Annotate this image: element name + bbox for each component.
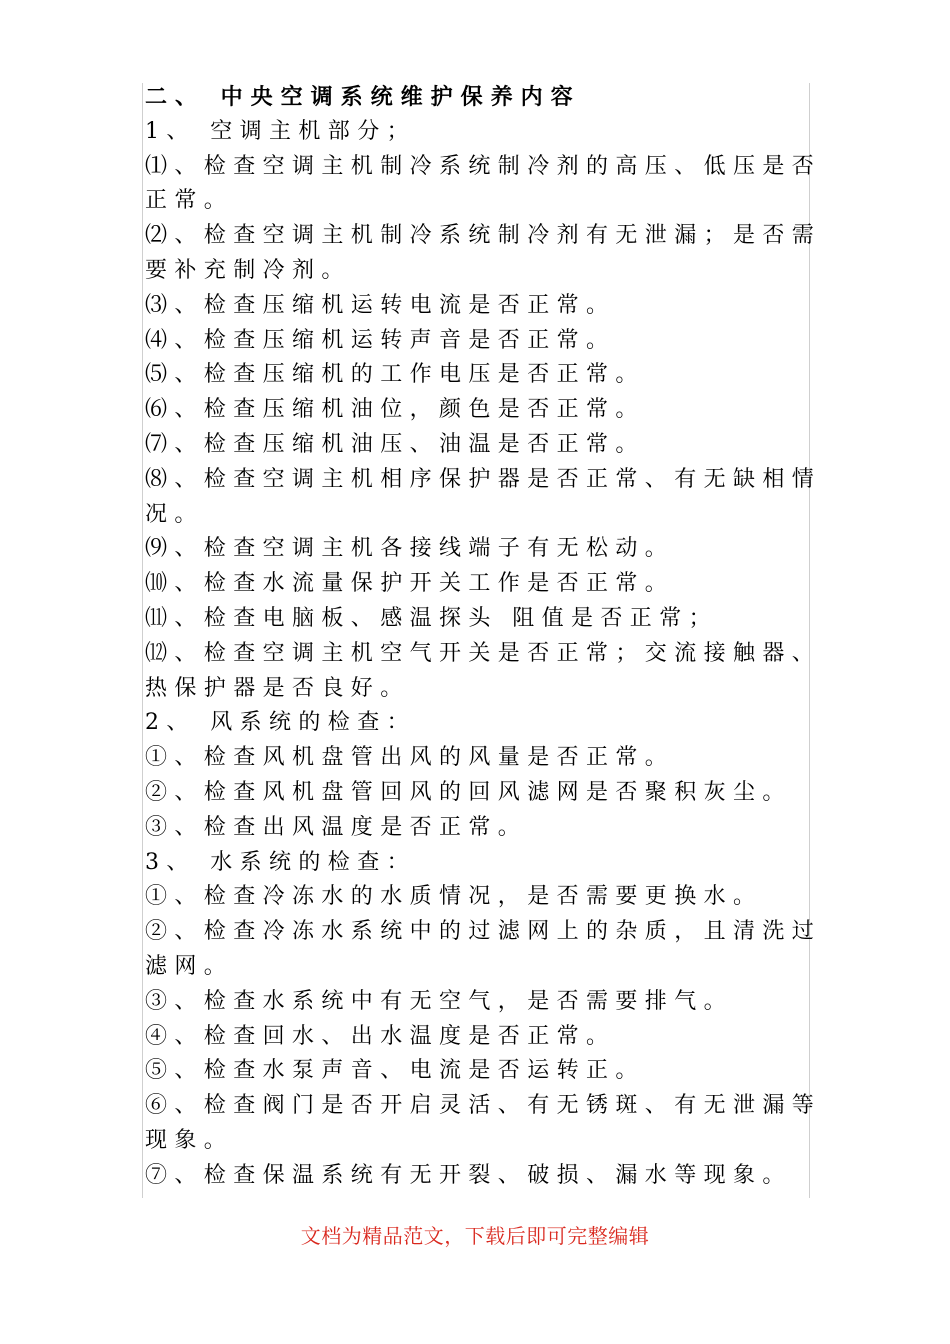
footer-notice: 文档为精品范文，下载后即可完整编辑 <box>300 1224 650 1248</box>
document-body <box>145 80 822 1194</box>
text-line: ⑾、检查电脑板、感温探头 阻值是否正常； <box>145 605 718 631</box>
text-line: ⑿、检查空调主机空气开关是否正常；交流接触器、 <box>145 640 822 666</box>
text-line: ⑷、检查压缩机运转声音是否正常。 <box>145 327 616 353</box>
text-line: 正常。 <box>145 188 234 214</box>
text-line: ⑤、检查水泵声音、电流是否运转正。 <box>145 1058 645 1084</box>
text-line: ①、检查风机盘管出风的风量是否正常。 <box>145 745 675 771</box>
text-line: ⑹、检查压缩机油位，颜色是否正常。 <box>145 397 645 423</box>
text-line: ⑼、检查空调主机各接线端子有无松动。 <box>145 536 675 562</box>
text-line: ①、检查冷冻水的水质情况，是否需要更换水。 <box>145 884 763 910</box>
text-line: ②、检查冷冻水系统中的过滤网上的杂质，且清洗过 <box>145 919 822 945</box>
text-line: ③、检查水系统中有无空气，是否需要排气。 <box>145 988 734 1014</box>
text-line: 滤网。 <box>145 953 234 979</box>
text-line: ⑴、检查空调主机制冷系统制冷剂的高压、低压是否 <box>145 153 822 179</box>
subsection-heading: 3、 水系统的检查： <box>145 849 416 875</box>
section-title: 二、 中央空调系统维护保养内容 <box>145 84 581 110</box>
text-line: ⑺、检查压缩机油压、油温是否正常。 <box>145 431 645 457</box>
text-line: ⑶、检查压缩机运转电流是否正常。 <box>145 292 616 318</box>
text-line: ⑽、检查水流量保护开关工作是否正常。 <box>145 571 675 597</box>
text-line: 要补充制冷剂。 <box>145 257 351 283</box>
text-line: 况。 <box>145 501 204 527</box>
text-line: ④、检查回水、出水温度是否正常。 <box>145 1023 616 1049</box>
subsection-heading: 1、 空调主机部分； <box>145 118 416 144</box>
text-line: ⑻、检查空调主机相序保护器是否正常、有无缺相情 <box>145 466 822 492</box>
text-line: ⑥、检查阀门是否开启灵活、有无锈斑、有无泄漏等 <box>145 1093 822 1119</box>
text-line: ③、检查出风温度是否正常。 <box>145 814 528 840</box>
text-line: ⑸、检查压缩机的工作电压是否正常。 <box>145 362 645 388</box>
text-line: 热保护器是否良好。 <box>145 675 410 701</box>
text-line: ②、检查风机盘管回风的回风滤网是否聚积灰尘。 <box>145 779 792 805</box>
subsection-heading: 2、 风系统的检查： <box>145 710 416 736</box>
text-line: ⑵、检查空调主机制冷系统制冷剂有无泄漏；是否需 <box>145 223 822 249</box>
text-line: ⑦、检查保温系统有无开裂、破损、漏水等现象。 <box>145 1162 792 1188</box>
text-line: 现象。 <box>145 1127 234 1153</box>
